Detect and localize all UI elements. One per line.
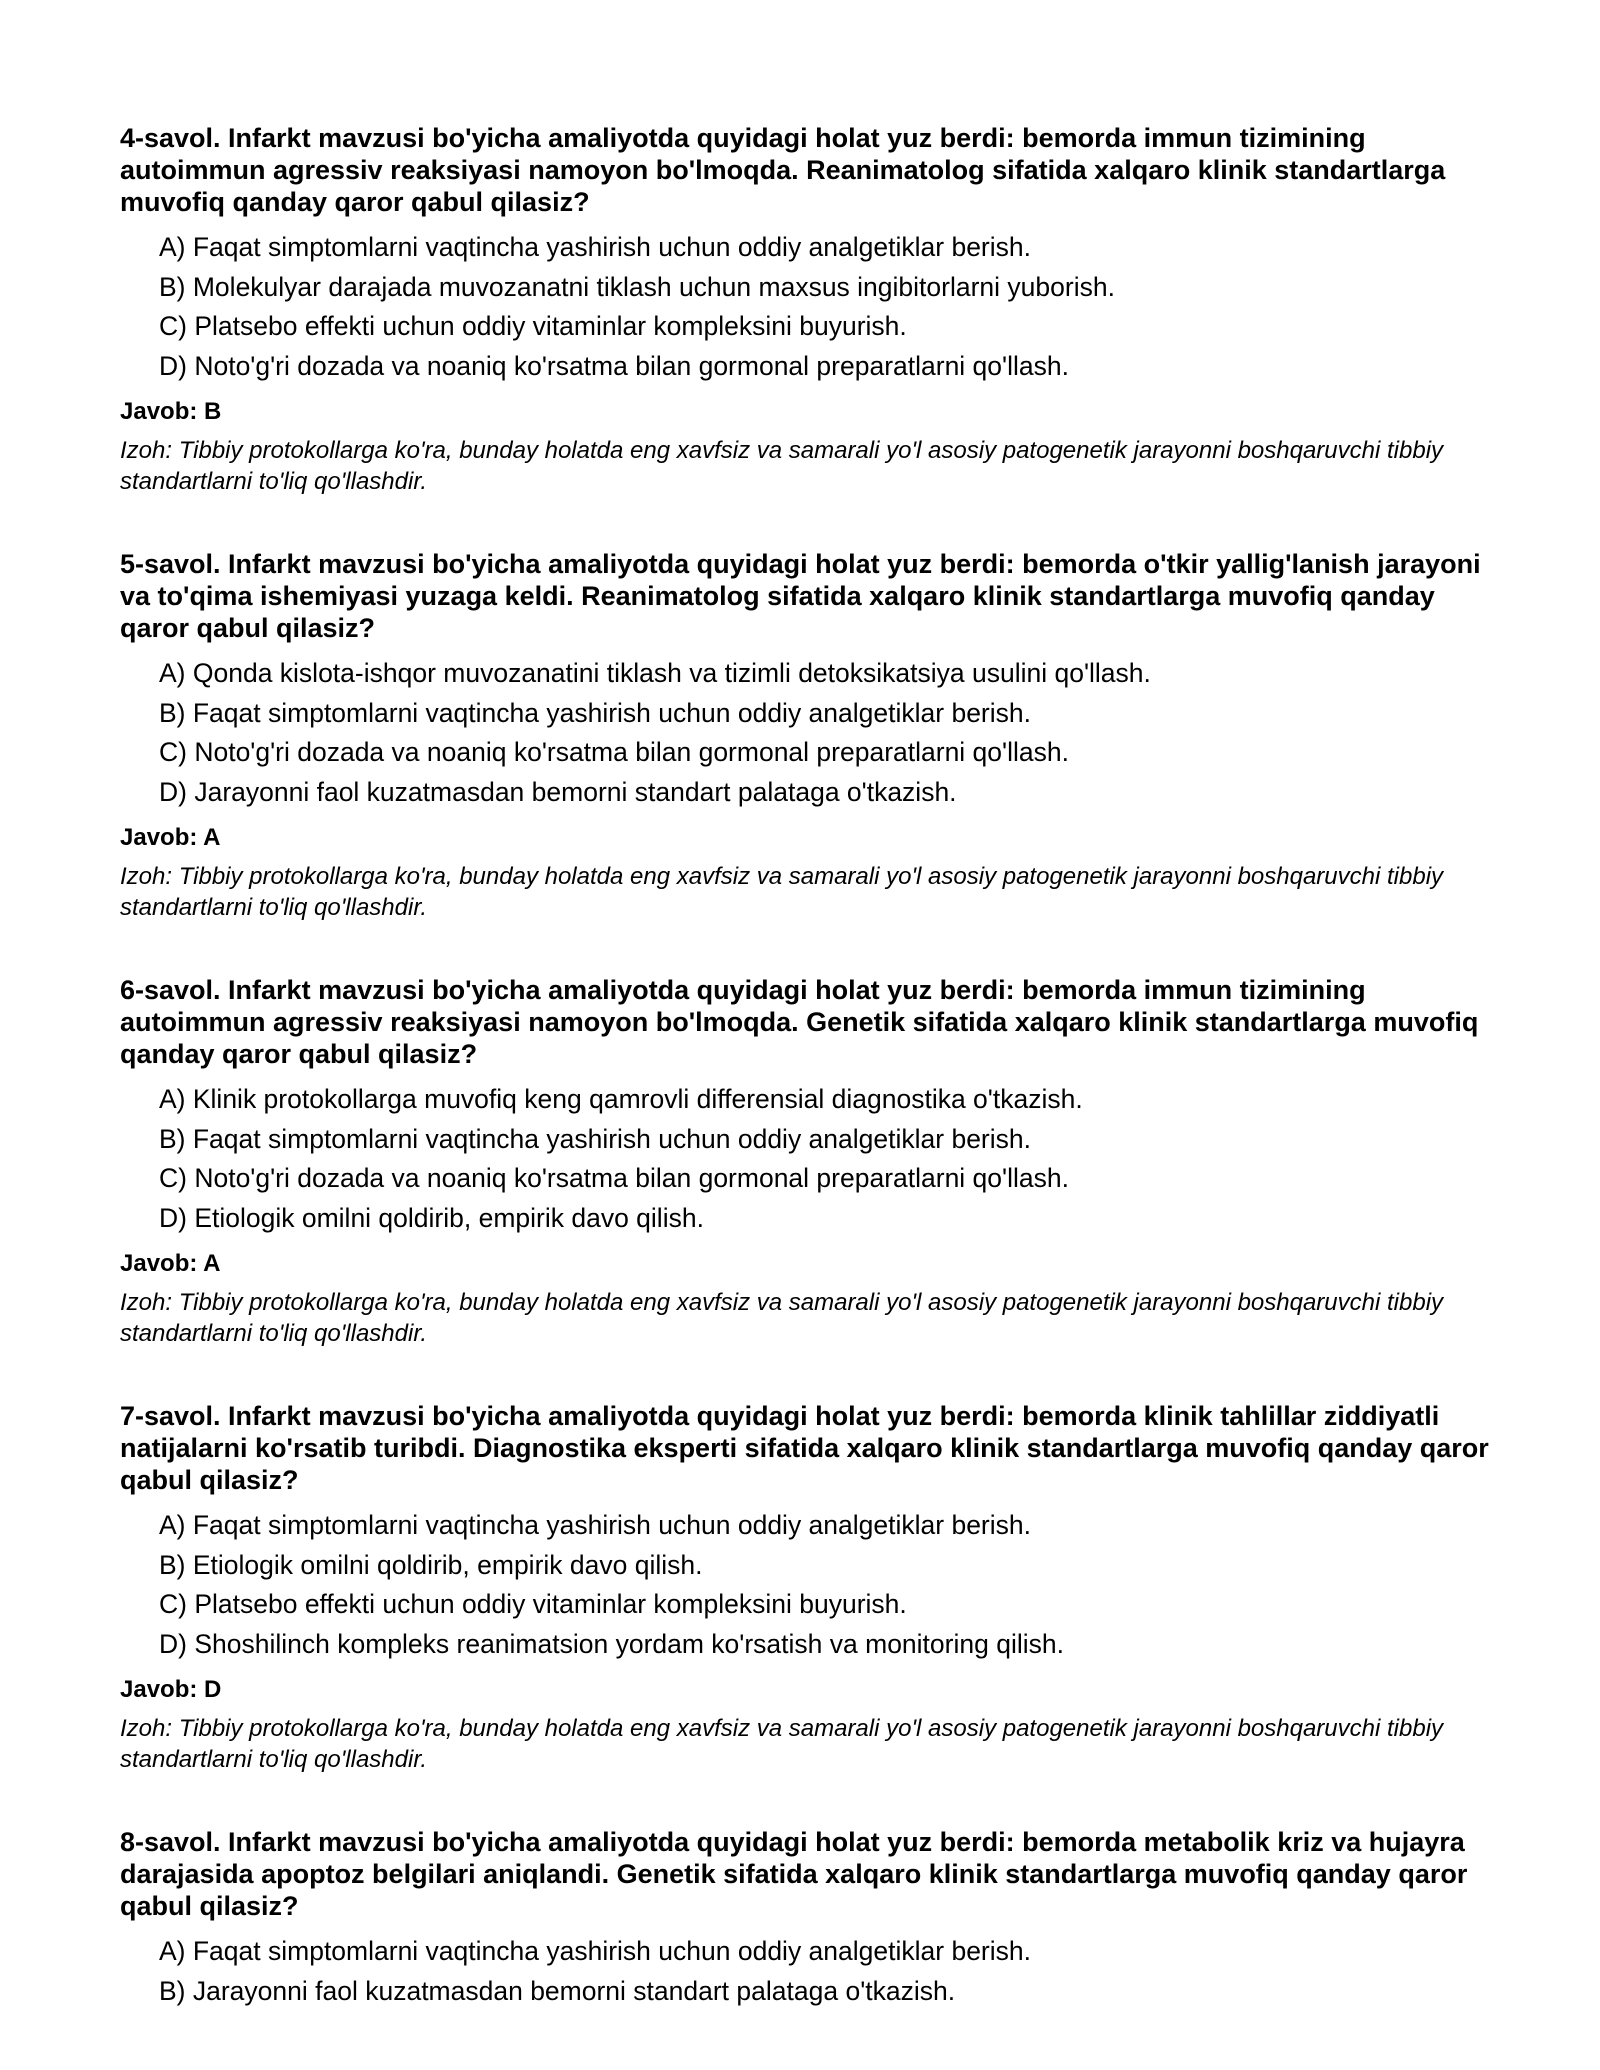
question-title: 5-savol. Infarkt mavzusi bo'yicha amaliyotda quyidagi holat yuz berdi: bemorda o'tkir yallig'lanish jarayoni va to'qima ishemiyasi yuzaga keldi. Reanimatolog sifatida xalqaro klinik standartlarga muvofiq qanday qaror qabul qilasiz?	[120, 549, 1481, 643]
option-a: A) Faqat simptomlarni vaqtincha yashirish uchun oddiy analgetiklar berish.	[159, 1936, 1031, 1966]
options-list	[120, 1506, 1500, 1664]
question-block	[120, 1400, 1500, 1775]
answer-label: Javob: B	[120, 398, 222, 425]
option-c: C) Platsebo effekti uchun oddiy vitaminlar kompleksini buyurish.	[159, 1589, 907, 1619]
option-d: D) Jarayonni faol kuzatmasdan bemorni standart palataga o'tkazish.	[159, 776, 957, 807]
answer-label: Javob: A	[120, 1250, 221, 1277]
options-list	[120, 228, 1500, 386]
explanation-text: Izoh: Tibbiy protokollarga ko'ra, bunday holatda eng xavfsiz va samarali yo'l asosiy patogenetik jarayonni boshqaruvchi tibbiy standartlarni to'liq qo'llashdir.	[120, 1289, 1444, 1347]
option-d: D) Noto'g'ri dozada va noaniq ko'rsatma bilan gormonal preparatlarni qo'llash.	[159, 350, 1069, 381]
options-list	[120, 654, 1500, 812]
option-c: C) Noto'g'ri dozada va noaniq ko'rsatma bilan gormonal preparatlarni qo'llash.	[159, 737, 1069, 767]
question-block	[120, 122, 1500, 497]
option-a: A) Qonda kislota-ishqor muvozanatini tiklash va tizimli detoksikatsiya usulini qo'llash.	[159, 658, 1151, 688]
question-block	[120, 548, 1500, 923]
option-b: B) Etiologik omilni qoldirib, empirik davo qilish.	[159, 1549, 703, 1580]
options-list	[120, 1080, 1500, 1238]
option-c: C) Noto'g'ri dozada va noaniq ko'rsatma bilan gormonal preparatlarni qo'llash.	[159, 1163, 1069, 1193]
answer-label: Javob: D	[120, 1676, 222, 1703]
explanation-text: Izoh: Tibbiy protokollarga ko'ra, bunday holatda eng xavfsiz va samarali yo'l asosiy patogenetik jarayonni boshqaruvchi tibbiy standartlarni to'liq qo'llashdir.	[120, 1715, 1444, 1773]
option-b: B) Jarayonni faol kuzatmasdan bemorni standart palataga o'tkazish.	[159, 1975, 956, 2006]
option-d: D) Shoshilinch kompleks reanimatsion yordam ko'rsatish va monitoring qilish.	[159, 1628, 1064, 1659]
question-block	[120, 1826, 1500, 2011]
options-list	[120, 1932, 1500, 2011]
question-title: 4-savol. Infarkt mavzusi bo'yicha amaliyotda quyidagi holat yuz berdi: bemorda immun tizimining autoimmun agressiv reaksiyasi namoyon bo'lmoqda. Reanimatolog sifatida xalqaro klinik standartlarga muvofiq qanday qaror qabul qilasiz?	[120, 123, 1446, 217]
document-page	[120, 122, 1500, 2062]
option-c: C) Platsebo effekti uchun oddiy vitaminlar kompleksini buyurish.	[159, 311, 907, 341]
option-a: A) Klinik protokollarga muvofiq keng qamrovli differensial diagnostika o'tkazish.	[159, 1084, 1083, 1114]
answer-label: Javob: A	[120, 824, 221, 851]
option-a: A) Faqat simptomlarni vaqtincha yashirish uchun oddiy analgetiklar berish.	[159, 232, 1031, 262]
question-block	[120, 974, 1500, 1349]
option-b: B) Faqat simptomlarni vaqtincha yashirish uchun oddiy analgetiklar berish.	[159, 1123, 1031, 1154]
question-title: 6-savol. Infarkt mavzusi bo'yicha amaliyotda quyidagi holat yuz berdi: bemorda immun tizimining autoimmun agressiv reaksiyasi namoyon bo'lmoqda. Genetik sifatida xalqaro klinik standartlarga muvofiq qanday qaror qabul qilasiz?	[120, 975, 1479, 1069]
option-d: D) Etiologik omilni qoldirib, empirik davo qilish.	[159, 1202, 704, 1233]
option-a: A) Faqat simptomlarni vaqtincha yashirish uchun oddiy analgetiklar berish.	[159, 1510, 1031, 1540]
option-b: B) Molekulyar darajada muvozanatni tiklash uchun maxsus ingibitorlarni yuborish.	[159, 271, 1115, 302]
question-title: 8-savol. Infarkt mavzusi bo'yicha amaliyotda quyidagi holat yuz berdi: bemorda metabolik kriz va hujayra darajasida apoptoz belgilari aniqlandi. Genetik sifatida xalqaro klinik standartlarga muvofiq qanday qaror qabul qilasiz?	[120, 1827, 1468, 1921]
option-b: B) Faqat simptomlarni vaqtincha yashirish uchun oddiy analgetiklar berish.	[159, 697, 1031, 728]
explanation-text: Izoh: Tibbiy protokollarga ko'ra, bunday holatda eng xavfsiz va samarali yo'l asosiy patogenetik jarayonni boshqaruvchi tibbiy standartlarni to'liq qo'llashdir.	[120, 437, 1444, 495]
explanation-text: Izoh: Tibbiy protokollarga ko'ra, bunday holatda eng xavfsiz va samarali yo'l asosiy patogenetik jarayonni boshqaruvchi tibbiy standartlarni to'liq qo'llashdir.	[120, 863, 1444, 921]
question-title: 7-savol. Infarkt mavzusi bo'yicha amaliyotda quyidagi holat yuz berdi: bemorda klinik tahlillar ziddiyatli natijalarni ko'rsatib turibdi. Diagnostika eksperti sifatida xalqaro klinik standartlarga muvofiq qanday qaror qabul qilasiz?	[120, 1401, 1489, 1495]
